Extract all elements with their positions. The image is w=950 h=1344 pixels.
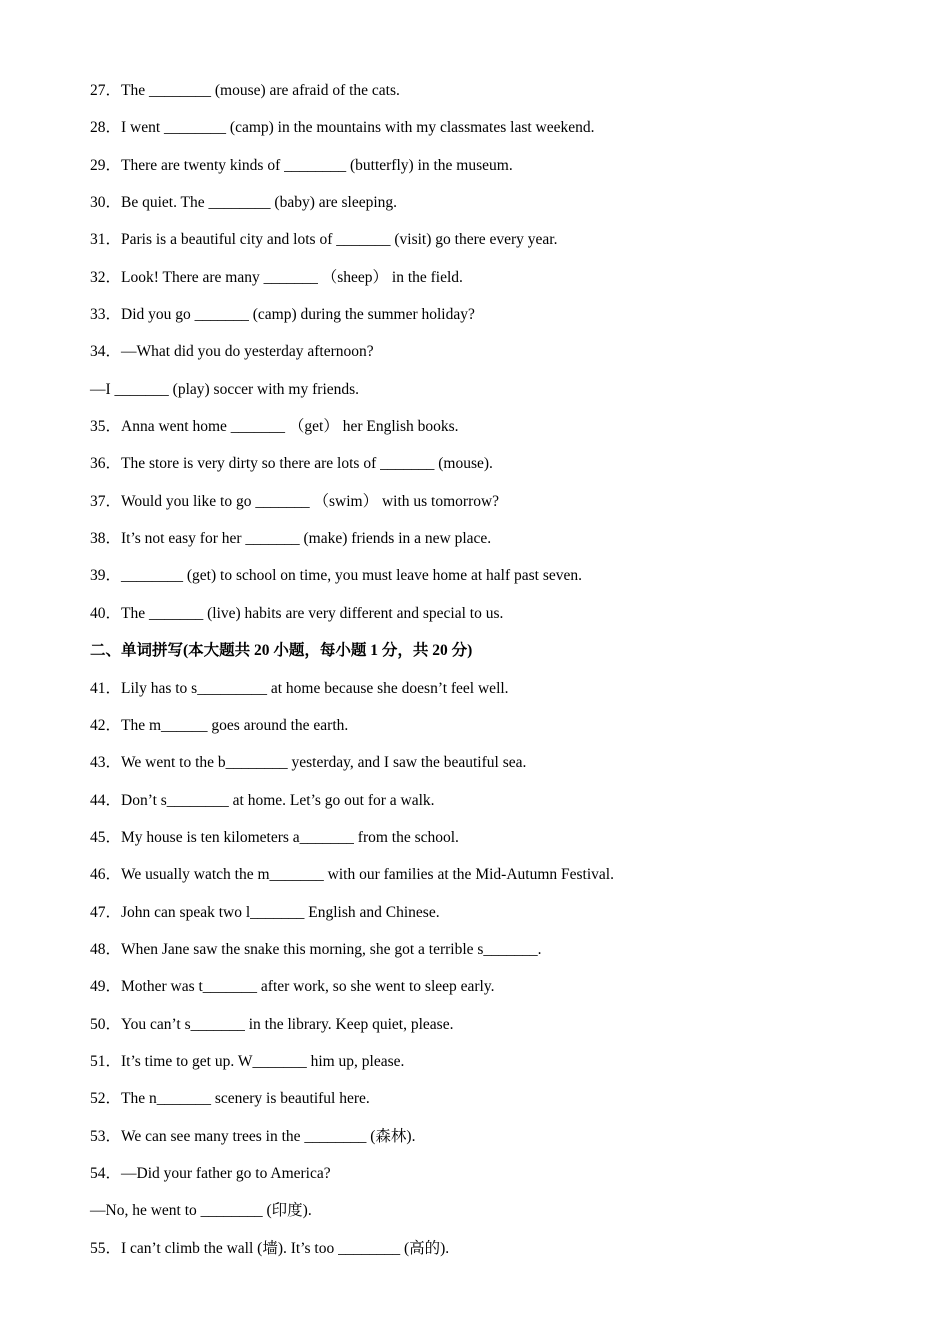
question-39: 39．________ (get) to school on time, you must leave home at half past seven. bbox=[90, 567, 583, 585]
question-51: 51．It’s time to get up. W_______ him up, please. bbox=[90, 1052, 405, 1070]
question-32: 32．Look! There are many _______ （sheep） in the field. bbox=[90, 268, 463, 286]
question-43: 43．We went to the b________ yesterday, and I saw the beautiful sea. bbox=[90, 754, 527, 772]
question-40: 40．The _______ (live) habits are very different and special to us. bbox=[90, 604, 504, 622]
question-44: 44．Don’t s________ at home. Let’s go out for a walk. bbox=[90, 791, 435, 809]
question-34: 34．—What did you do yesterday afternoon? bbox=[90, 343, 374, 361]
question-38: 38．It’s not easy for her _______ (make) friends in a new place. bbox=[90, 530, 492, 548]
question-41: 41．Lily has to s_________ at home because she doesn’t feel well. bbox=[90, 679, 509, 697]
question-49: 49．Mother was t_______ after work, so she went to sleep early. bbox=[90, 978, 495, 996]
question-33: 33．Did you go _______ (camp) during the summer holiday? bbox=[90, 306, 475, 324]
question-34-answer: —I _______ (play) soccer with my friends. bbox=[90, 380, 360, 398]
question-list bbox=[90, 80, 910, 1275]
question-48: 48．When Jane saw the snake this morning, she got a terrible s_______. bbox=[90, 940, 542, 958]
question-35: 35．Anna went home _______ （get） her English books. bbox=[90, 418, 459, 436]
question-29: 29．There are twenty kinds of ________ (butterfly) in the museum. bbox=[90, 156, 513, 174]
question-50: 50．You can’t s_______ in the library. Keep quiet, please. bbox=[90, 1015, 454, 1033]
question-42: 42．The m______ goes around the earth. bbox=[90, 716, 349, 734]
question-54-answer: —No, he went to ________ (印度). bbox=[90, 1202, 312, 1220]
question-30: 30．Be quiet. The ________ (baby) are sleeping. bbox=[90, 194, 398, 212]
question-46: 46．We usually watch the m_______ with our families at the Mid-Autumn Festival. bbox=[90, 866, 614, 884]
question-37: 37．Would you like to go _______ （swim） with us tomorrow? bbox=[90, 492, 500, 510]
section-heading: 二、单词拼写(本大题共 20 小题，每小题 1 分，共 20 分) bbox=[90, 642, 473, 660]
question-28: 28．I went ________ (camp) in the mountains with my classmates last weekend. bbox=[90, 119, 595, 137]
question-54: 54．—Did your father go to America? bbox=[90, 1164, 331, 1182]
question-53: 53．We can see many trees in the ________ (森林). bbox=[90, 1127, 416, 1145]
question-55: 55．I can’t climb the wall (墙). It’s too ________ (高的). bbox=[90, 1239, 450, 1257]
question-27: 27．The ________ (mouse) are afraid of the cats. bbox=[90, 82, 400, 99]
question-45: 45．My house is ten kilometers a_______ from the school. bbox=[90, 828, 459, 846]
question-31: 31．Paris is a beautiful city and lots of _______ (visit) go there every year. bbox=[90, 231, 558, 249]
question-52: 52．The n_______ scenery is beautiful here. bbox=[90, 1090, 370, 1108]
question-47: 47．John can speak two l_______ English and Chinese. bbox=[90, 903, 440, 921]
question-36: 36．The store is very dirty so there are lots of _______ (mouse). bbox=[90, 455, 493, 473]
